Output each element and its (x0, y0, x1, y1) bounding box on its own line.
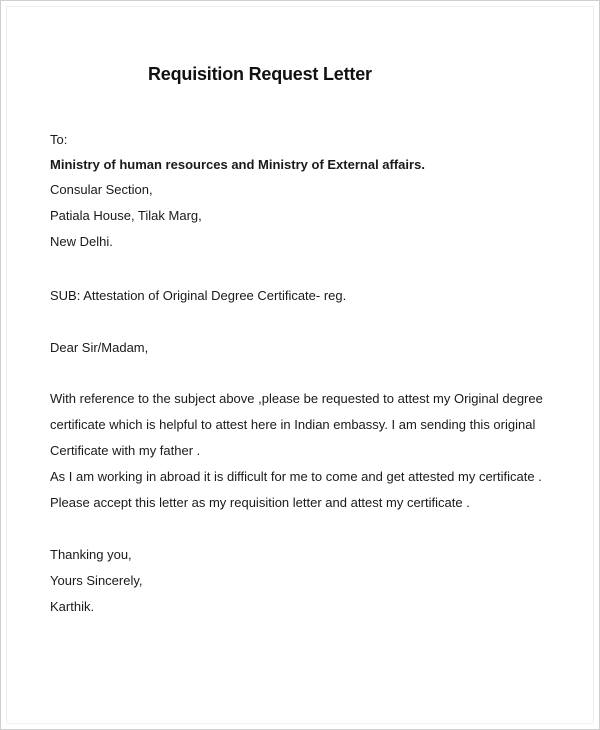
body-line: Please accept this letter as my requisition letter and attest my certificate . (50, 495, 470, 510)
document-inner-border (6, 6, 594, 724)
subject-line: SUB: Attestation of Original Degree Certificate- reg. (50, 288, 347, 303)
recipient-city: New Delhi. (50, 234, 113, 249)
document-title: Requisition Request Letter (148, 64, 372, 84)
closing-sign-off: Yours Sincerely, (50, 573, 143, 588)
closing-thanks: Thanking you, (50, 547, 132, 562)
salutation: Dear Sir/Madam, (50, 340, 149, 355)
body-line: Certificate with my father . (50, 443, 201, 458)
recipient-to-label: To: (50, 132, 68, 147)
body-line: certificate which is helpful to attest here in Indian embassy. I am sending this original (50, 417, 536, 432)
signature-name: Karthik. (50, 599, 95, 614)
recipient-section: Consular Section, (50, 182, 153, 197)
recipient-organization: Ministry of human resources and Ministry of External affairs. (50, 157, 425, 172)
recipient-street: Patiala House, Tilak Marg, (50, 208, 202, 223)
body-line: As I am working in abroad it is difficult for me to come and get attested my certificate . (50, 469, 542, 484)
body-line: With reference to the subject above ,please be requested to attest my Original degree (50, 391, 543, 406)
